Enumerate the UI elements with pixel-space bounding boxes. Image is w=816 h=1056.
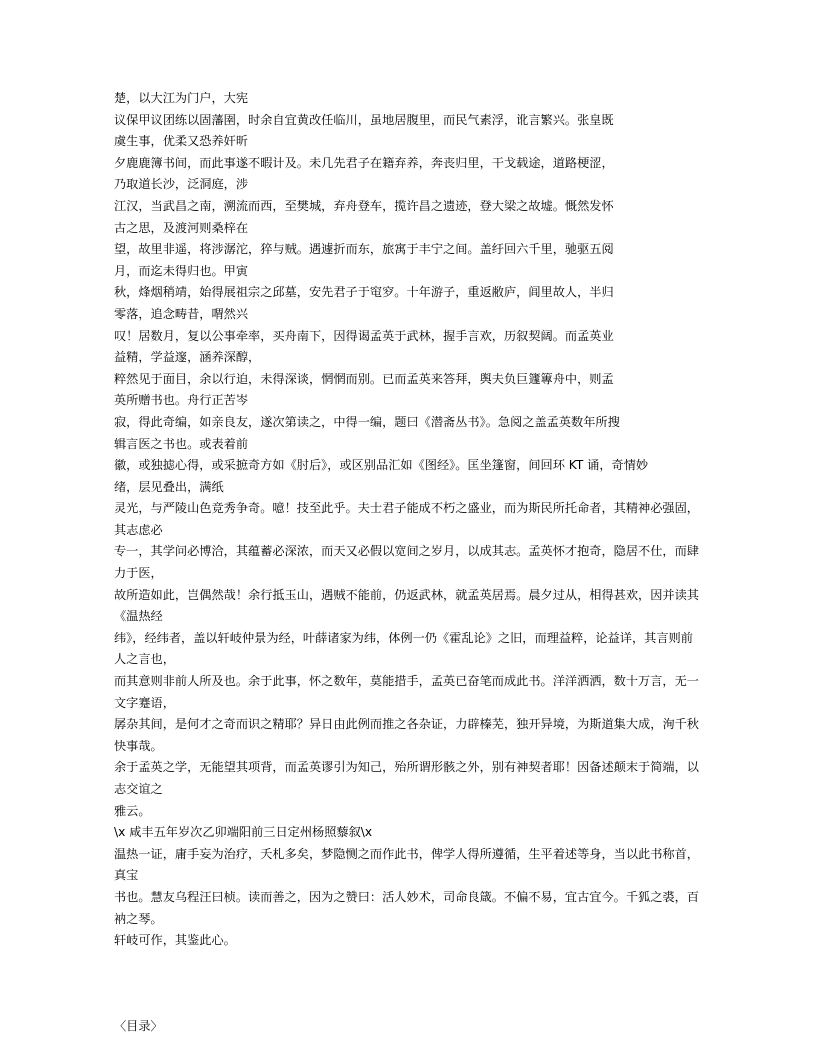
- text-line: 纬》，经纬者，盖以轩岐仲景为经，叶薛诸家为纬，体例一仍《霍乱论》之旧，而理益粹，论益详，其言则前人之言也，: [114, 630, 693, 667]
- text-line: 江汉，当武昌之南，溯流而西，至樊城，弃舟登车，揽许昌之遗迹，登大梁之故墟。慨然发怀: [114, 198, 614, 213]
- text-line: 绪，层见叠出，满纸: [114, 479, 224, 494]
- text-line: 议保甲议团练以固藩圉，时余自宜黄改任临川，虽地居腹里，而民气素浮，讹言繁兴。张皇既: [114, 112, 614, 127]
- text-line: 故所造如此，岂偶然哉！余行抵玉山，遇贼不能前，仍返武林，就孟英居焉。晨夕过从，相得甚欢，因并读其《温热经: [114, 587, 699, 624]
- text-line: 楚，以大江为门户，大宪: [114, 91, 249, 105]
- text-line: 轩岐可作，其鉴此心。: [114, 933, 236, 948]
- text-line: 而其意则非前人所及也。余于此事，怀之数年，莫能措手，孟英已奋笔而成此书。洋洋洒洒，数十万言，无一文字蹇语，: [114, 674, 699, 710]
- text-line: 虞生事，优柔又恐养奸昕: [114, 134, 249, 149]
- text-line: 灵光，与严陵山色竞秀争奇。噫！技至此乎。夫士君子能成不朽之盛业，而为斯民所托命者，其精神必强固，其志虑必: [114, 501, 699, 537]
- section-spacer: [114, 952, 704, 1016]
- text-line: 余于孟英之学，无能望其项背，而孟英谬引为知己，殆所谓形骸之外，别有神契者耶！因备述颠末于简端，以志交谊之: [114, 760, 699, 796]
- text-line: 古之思，及渡河则桑梓在: [114, 220, 249, 235]
- text-line: 秋，烽烟稍靖，始得展祖宗之邱墓，安先君子于窀穸。十年游子，重返敝庐，闾里故人，半归: [114, 285, 614, 300]
- document-body: [114, 88, 704, 1037]
- text-line: 粹然见于面目，余以行迫，未得深谈，惘惘而别。已而孟英来答拜，舆夫负巨籧篿舟中，则孟: [114, 371, 614, 386]
- text-line: 望，故里非遥，将涉潺沱，猝与贼。遇遽折而东，旅寓于丰宁之间。盖纡回六千里，驰驱五阅: [114, 242, 614, 257]
- text-line: 月，而迄未得归也。甲寅: [114, 263, 249, 278]
- text-line: 叹！居数月，复以公事牵率，买舟南下，因得谒孟英于武林，握手言欢，历叙契阔。而孟英业: [114, 328, 614, 343]
- text-line: 夕鹿鹿簿书间，而此事遂不暇计及。未几先君子在籍弃养，奔丧归里，干戈载途，道路梗涩，: [114, 155, 614, 170]
- text-line: 孱杂其间，是何才之奇而识之精耶？异日由此例而推之各杂证，力辟榛芜，独开异境，为斯道集大成，洵千秋快事哉。: [114, 717, 699, 753]
- text-line: 寂，得此奇编，如亲良友，遂次第读之，中得一编，题曰《潜斋丛书》。急阅之盖孟英数年所搜: [114, 414, 620, 429]
- text-line: 专一，其学问必博洽，其蕴蓄必深浓，而天又必假以宽间之岁月，以成其志。孟英怀才抱奇，隐居不仕，而肆力于医，: [114, 544, 699, 581]
- text-line: 乃取道长沙，泛洞庭，涉: [114, 177, 249, 192]
- text-line: 书也。慧友乌程汪曰桢。读而善之，因为之赞曰：活人妙术，司命良箴。不偏不易，宜古宜今。千狐之裘，百衲之琴。: [114, 889, 699, 926]
- text-line: 益精，学益邃，涵养深醇，: [114, 350, 261, 365]
- text-line: 辑言医之书也。或表着前: [114, 436, 249, 451]
- toc-marker: 〈目录〉: [114, 1018, 163, 1033]
- text-line: 雅云。: [114, 803, 151, 818]
- text-line: \x 咸丰五年岁次乙卯端阳前三日定州杨照藜叙\x: [114, 825, 373, 840]
- text-line: 温热一证，庸手妄为治疗，夭札多矣，梦隐恻之而作此书，俾学人得所遵循，生平着述等身，当以此书称首，真宝: [114, 846, 699, 883]
- text-line: 零落，追念畴昔，喟然兴: [114, 306, 249, 321]
- text-line: 英所赠书也。舟行正苦岑: [114, 393, 249, 408]
- text-line: 徽，或独摅心得，或采摭奇方如《肘后》，或区别品汇如《图经》。匡坐篷窗，间回环 KT 诵，奇情妙: [114, 458, 649, 473]
